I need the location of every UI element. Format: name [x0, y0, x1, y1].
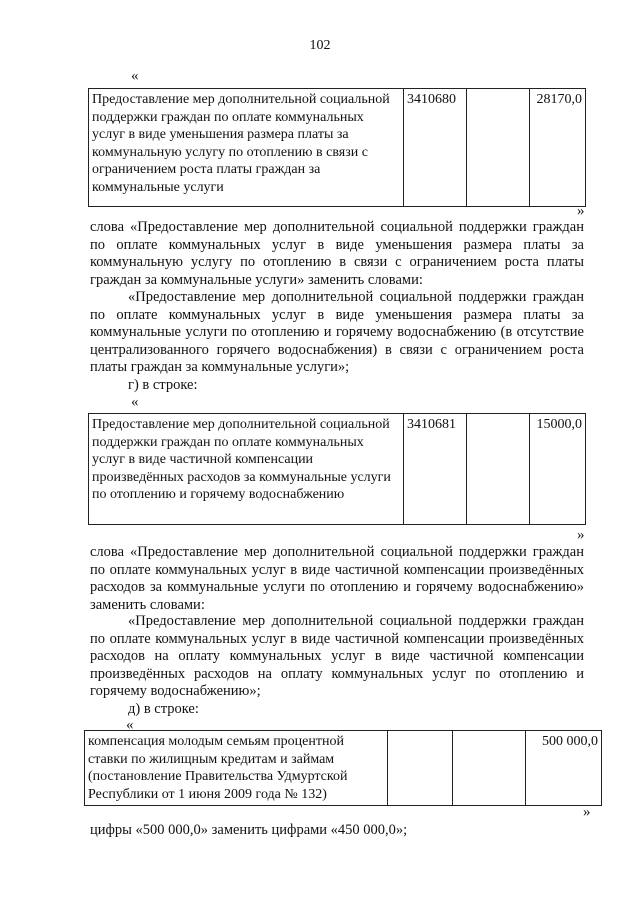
open-quote: «	[131, 394, 139, 410]
table-1-amount: 28170,0	[530, 89, 586, 207]
table-3	[84, 730, 602, 806]
paragraph-5: цифры «500 000,0» заменить цифрами «450 000,0»;	[90, 822, 408, 838]
table-2-code: 3410681	[404, 414, 467, 525]
table-1	[88, 88, 586, 207]
close-quote: »	[583, 804, 591, 820]
table-2-name: Предоставление мер дополнительной социальной поддержки граждан по оплате коммунальных услуг в виде частичной компенсации произведённых расходов за коммунальные услуги по отоплению и горячему водоснабжению	[89, 414, 404, 525]
table-2-amount: 15000,0	[530, 414, 586, 525]
page-number: 102	[309, 38, 331, 53]
close-quote: »	[577, 203, 585, 219]
paragraph-1: слова «Предоставление мер дополнительной социальной поддержки граждан по оплате коммунальных услуг в виде уменьшения размера платы за коммунальную услугу по отоплению в связи с ограничением роста платы граждан за коммунальные услуги» заменить словами:	[90, 219, 584, 288]
table-3-name: компенсация молодым семьям процентной ставки по жилищным кредитам и займам (постановление Правительства Удмуртской Республики от 1 июня 2009 года № 132)	[85, 731, 388, 806]
paragraph-2: «Предоставление мер дополнительной социальной поддержки граждан по оплате коммунальных услуг в виде уменьшения размера платы за коммунальные услуги по отоплению и горячему водоснабжению (в отсутствие централизованного горячего водоснабжения) в связи с ограничением роста платы граждан за коммунальные услуги»;	[90, 289, 584, 375]
item-g: г) в строке:	[128, 377, 198, 393]
table-2	[88, 413, 586, 525]
table-3-amount: 500 000,0	[526, 731, 602, 806]
table-3-col3	[453, 731, 526, 806]
table-1-name: Предоставление мер дополнительной социальной поддержки граждан по оплате коммунальных услуг в виде уменьшения размера платы за коммунальную услугу по отоплению в связи с ограничением роста платы граждан за коммунальные услуги	[89, 89, 404, 207]
paragraph-4: «Предоставление мер дополнительной социальной поддержки граждан по оплате коммунальных услуг в виде частичной компенсации произведённых расходов на оплату коммунальных услуг в виде частичной компенсации произведённых расходов на оплату коммунальных услуг по отоплению и горячему водоснабжению»;	[90, 613, 584, 699]
paragraph-3: слова «Предоставление мер дополнительной социальной поддержки граждан по оплате коммунальных услуг в виде частичной компенсации произведённых расходов за коммунальные услуги по отоплению и горячему водоснабжению» заменить словами:	[90, 544, 584, 613]
table-1-code: 3410680	[404, 89, 467, 207]
table-1-col3	[467, 89, 530, 207]
close-quote: »	[577, 527, 585, 543]
open-quote: «	[131, 68, 139, 84]
table-2-col3	[467, 414, 530, 525]
table-3-col2	[388, 731, 453, 806]
open-quote: «	[126, 717, 134, 733]
item-d: д) в строке:	[128, 701, 199, 717]
